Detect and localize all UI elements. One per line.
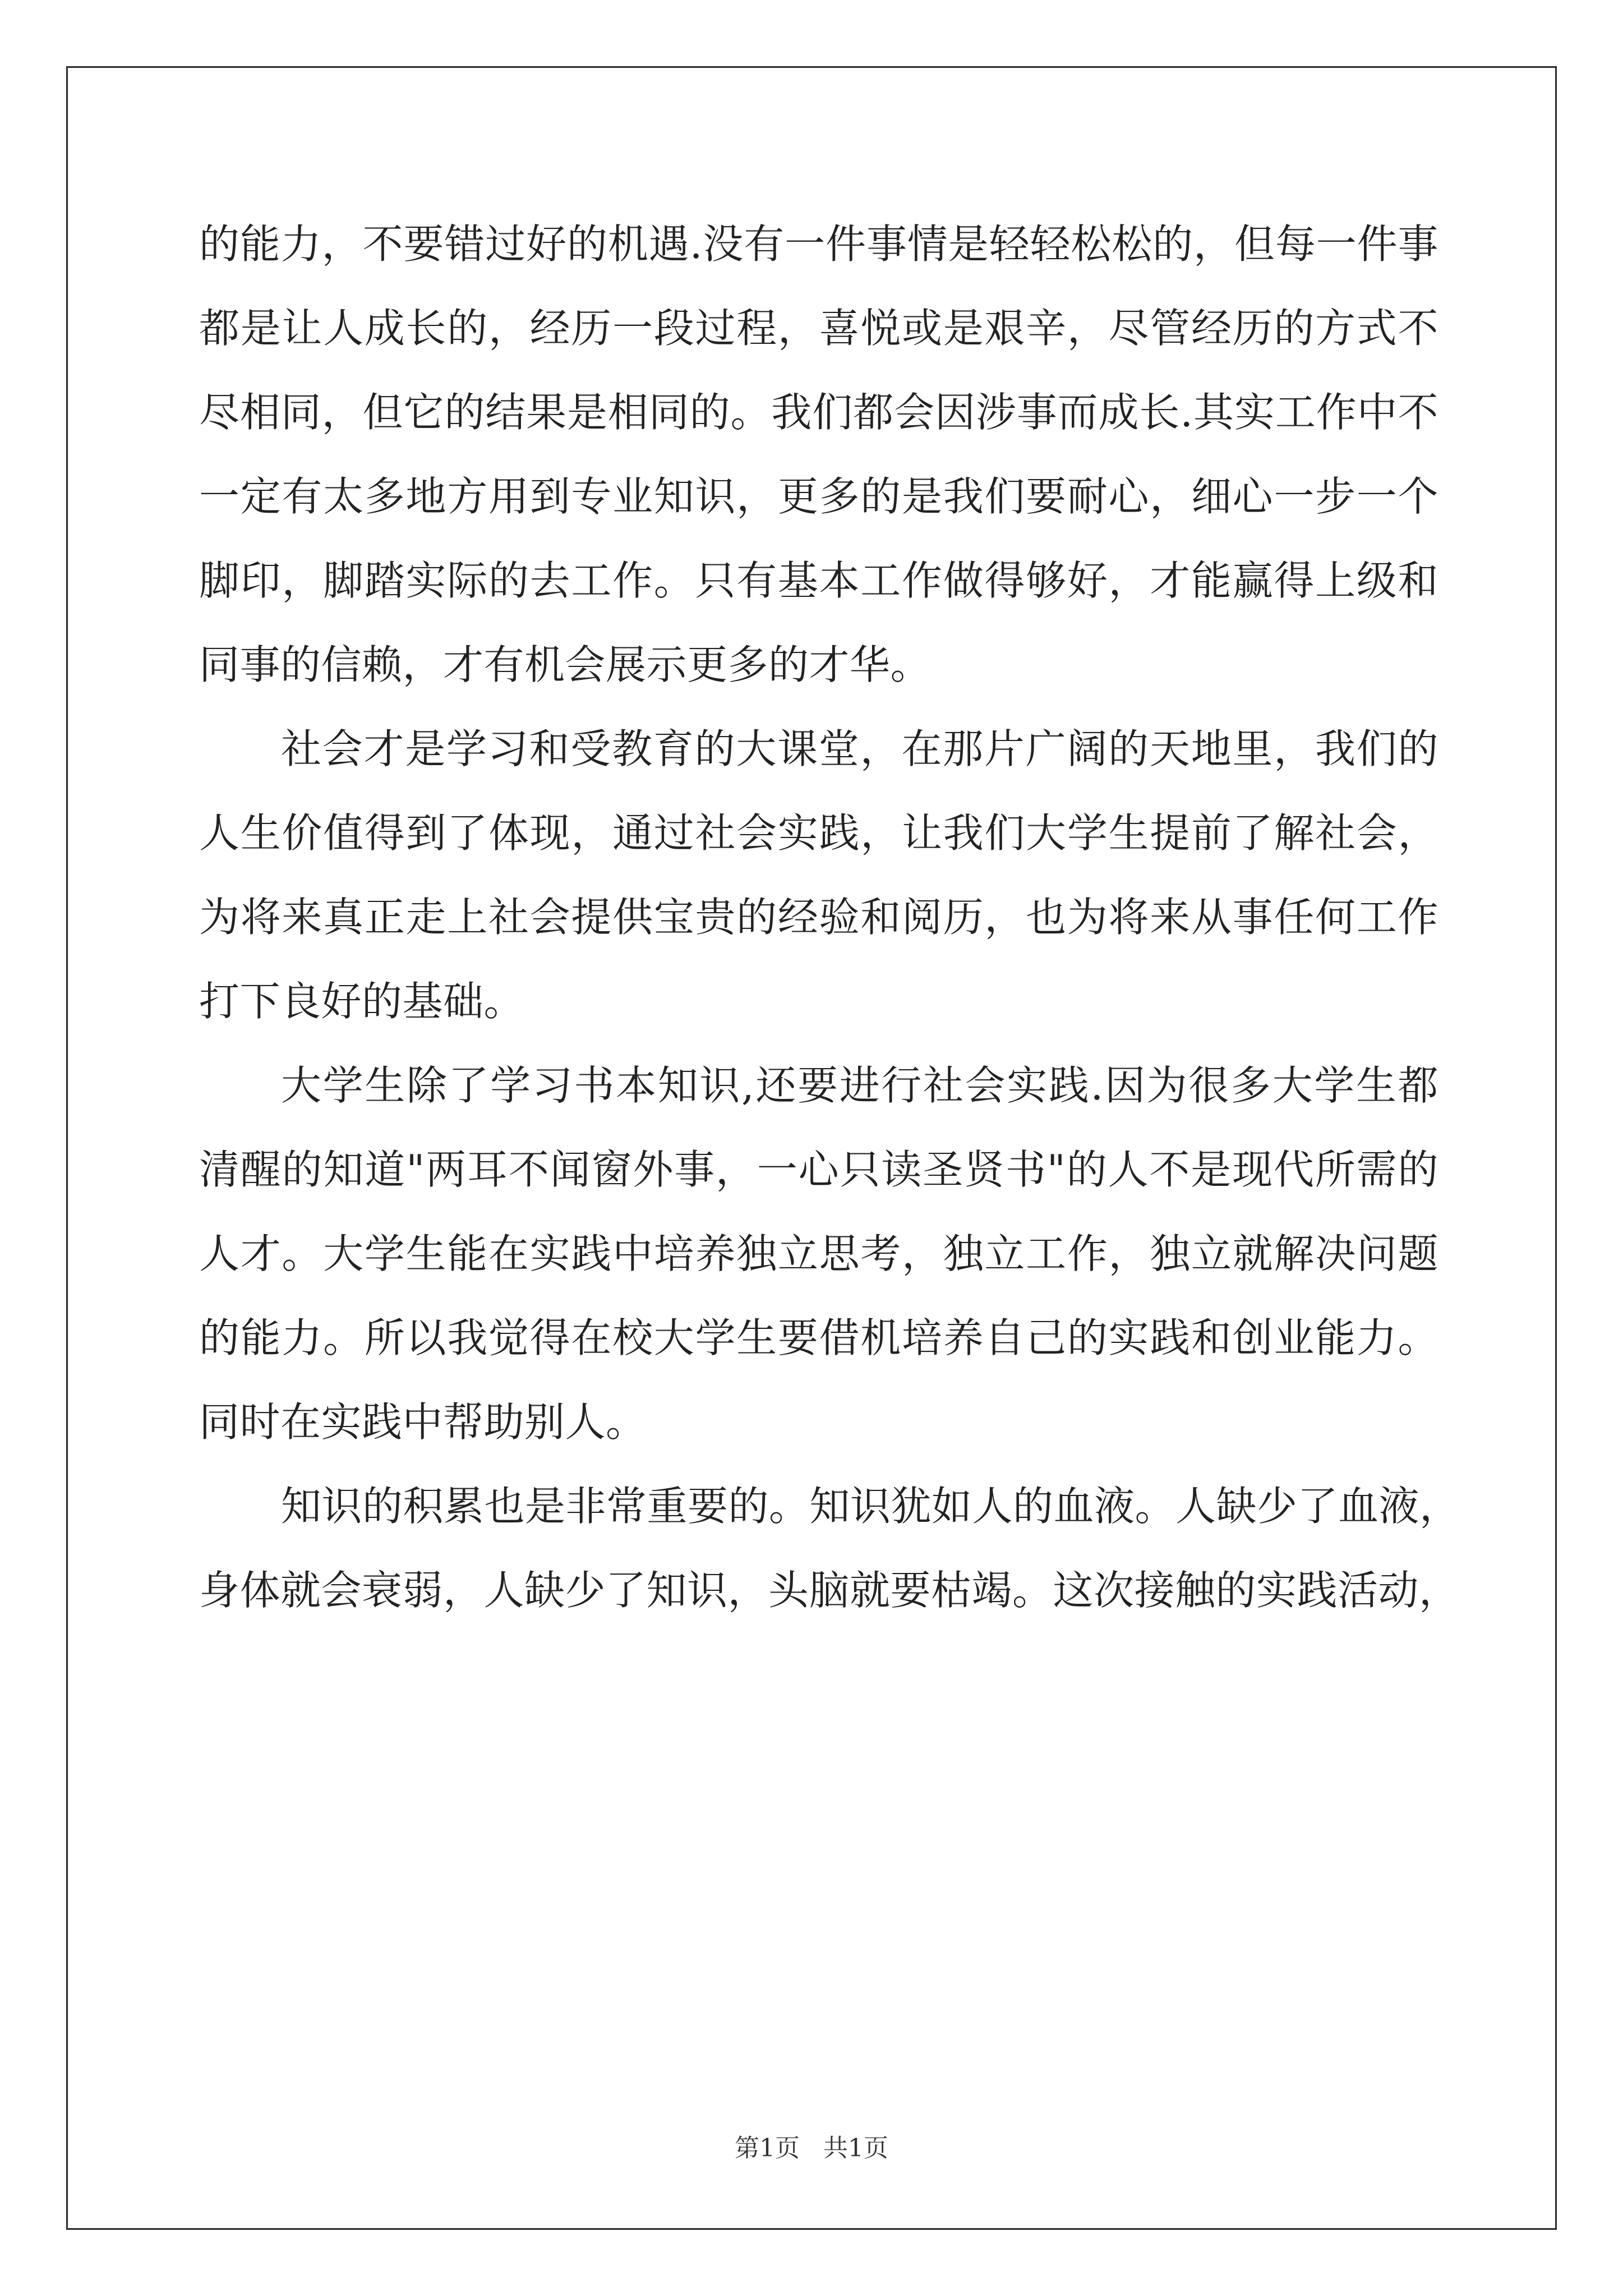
text-line: 身体就会衰弱，人缺少了知识，头脑就要枯竭。这次接触的实践活动，	[199, 1567, 1460, 1614]
paragraph	[199, 707, 1438, 1043]
text-line: 打下良好的基础。	[199, 978, 525, 1025]
document-body	[199, 202, 1460, 1632]
paragraph	[199, 1464, 1460, 1632]
paragraph	[199, 202, 1438, 707]
text-line: 大学生除了学习书本知识,还要进行社会实践.因为很多大学生都	[281, 1062, 1438, 1109]
text-line: 脚印，脚踏实际的去工作。只有基本工作做得够好，才能赢得上级和	[199, 557, 1438, 604]
text-line: 一定有太多地方用到专业知识，更多的是我们要耐心，细心一步一个	[199, 473, 1438, 520]
page-number-footer: 第1页 共1页	[735, 2134, 888, 2162]
paragraph	[199, 1043, 1438, 1464]
text-line: 人才。大学生能在实践中培养独立思考，独立工作，独立就解决问题	[199, 1230, 1438, 1277]
text-line: 清醒的知道"两耳不闻窗外事，一心只读圣贤书"的人不是现代所需的	[199, 1146, 1438, 1193]
text-line: 社会才是学习和受教育的大课堂，在那片广阔的天地里，我们的	[281, 725, 1438, 772]
text-line: 知识的积累也是非常重要的。知识犹如人的血液。人缺少了血液，	[281, 1483, 1460, 1530]
text-line: 的能力，不要错过好的机遇.没有一件事情是轻轻松松的，但每一件事	[199, 220, 1438, 268]
text-line: 尽相同，但它的结果是相同的。我们都会因涉事而成长.其实工作中不	[199, 389, 1438, 436]
text-line: 都是让人成长的，经历一段过程，喜悦或是艰辛，尽管经历的方式不	[199, 305, 1438, 352]
text-line: 人生价值得到了体现，通过社会实践，让我们大学生提前了解社会，	[199, 809, 1438, 857]
text-line: 同时在实践中帮助别人。	[199, 1398, 647, 1446]
text-line: 为将来真正走上社会提供宝贵的经验和阅历，也为将来从事任何工作	[199, 894, 1438, 941]
text-line: 的能力。所以我觉得在校大学生要借机培养自己的实践和创业能力。	[199, 1314, 1438, 1361]
text-line: 同事的信赖，才有机会展示更多的才华。	[199, 641, 932, 688]
